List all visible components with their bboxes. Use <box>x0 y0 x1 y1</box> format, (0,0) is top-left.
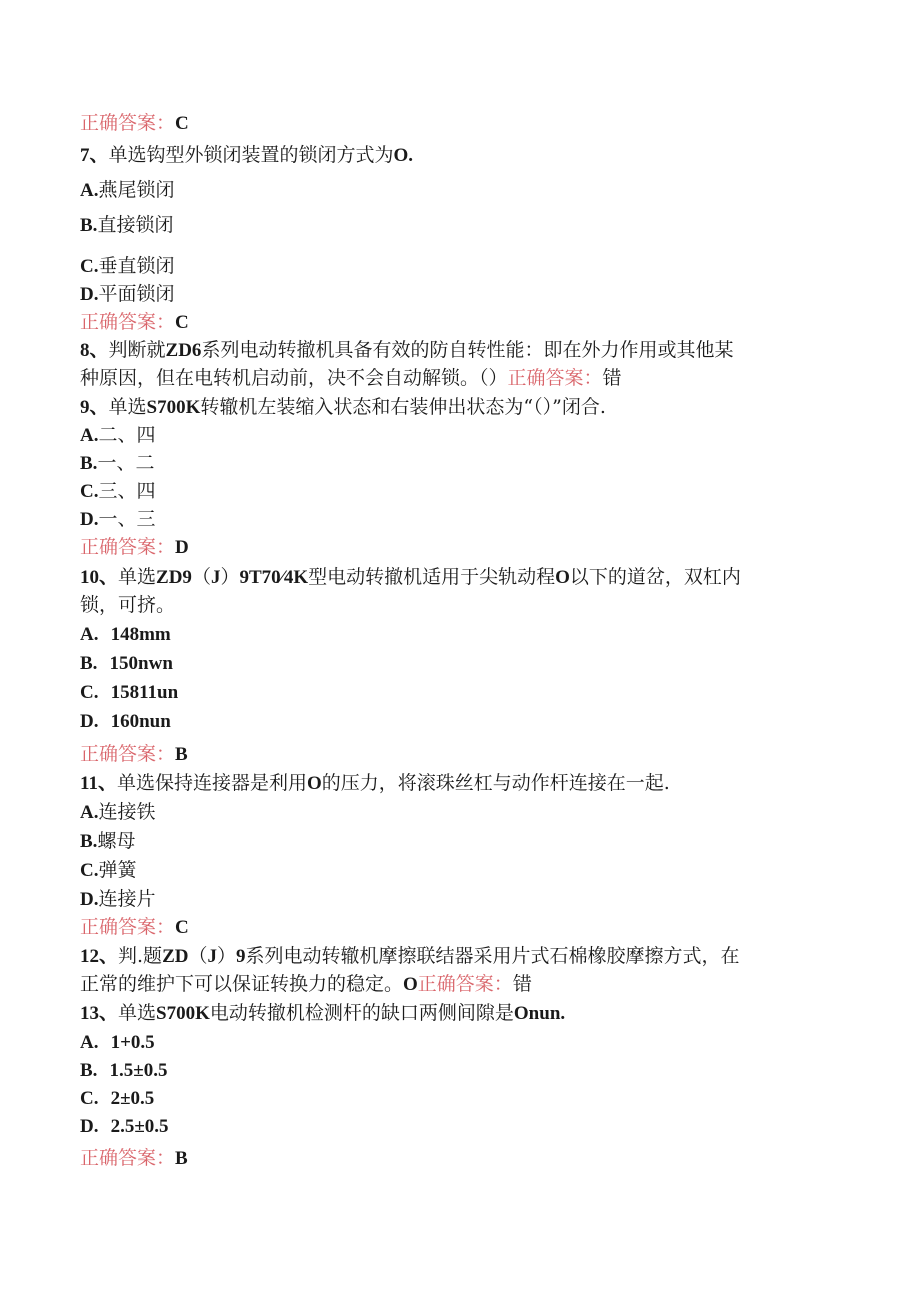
question-text-bold: J <box>207 946 217 967</box>
question-text-bold: O <box>555 567 570 588</box>
question-blank: O. <box>393 145 414 166</box>
question-number: 10、 <box>80 567 119 588</box>
question-text: （ <box>191 566 211 588</box>
answer-value: C <box>175 312 189 333</box>
option-text: 平面锁闭 <box>98 283 175 305</box>
question-text: ） <box>216 945 236 967</box>
question-text: 单选 <box>118 1002 157 1024</box>
option-b <box>80 1058 167 1083</box>
answer-line-q6 <box>80 111 189 136</box>
question-7 <box>80 143 413 168</box>
question-text-bold: S700K <box>146 397 201 418</box>
answer-value: B <box>175 1148 188 1169</box>
option-text: 直接锁闭 <box>97 214 174 236</box>
question-text: 转辙机左装缩入状态和右装伸出状态为“（）”闭合. <box>200 396 606 418</box>
answer-label: 正确答案： <box>80 743 176 765</box>
answer-label: 正确答案： <box>80 1147 176 1169</box>
question-12 <box>80 944 740 969</box>
question-13 <box>80 1001 565 1026</box>
option-text: 弹簧 <box>98 859 137 881</box>
option-a <box>80 178 175 203</box>
answer-label: 正确答案： <box>80 916 176 938</box>
option-text: 1+0.5 <box>110 1032 155 1053</box>
answer-value: 错 <box>602 367 622 389</box>
option-letter: B. <box>80 215 98 236</box>
option-letter: D. <box>80 509 99 530</box>
question-text-bold: 9 <box>236 946 246 967</box>
option-b <box>80 829 135 854</box>
option-a <box>80 423 156 448</box>
answer-label: 正确答案： <box>417 973 513 995</box>
option-letter: B. <box>80 653 98 674</box>
option-letter: A. <box>80 425 99 446</box>
question-text-bold: O <box>403 974 418 995</box>
option-letter: B. <box>80 453 98 474</box>
question-8-cont <box>80 366 622 390</box>
answer-line-q13 <box>80 1146 188 1171</box>
question-text-bold: ZD6 <box>165 340 202 361</box>
option-letter: D. <box>80 889 99 910</box>
option-text: 2.5±0.5 <box>110 1116 169 1137</box>
question-text: 判.题 <box>118 945 163 967</box>
option-letter: C. <box>80 1088 99 1109</box>
question-text: 系列电动转辙机摩擦联结器采用片式石棉橡胶摩擦方式，在 <box>245 945 740 967</box>
question-text: 锁，可挤。 <box>80 594 176 616</box>
option-d <box>80 887 156 912</box>
option-c <box>80 479 156 504</box>
question-text-bold: 9T70⁄4K <box>239 567 309 588</box>
answer-line-q9 <box>80 535 189 560</box>
option-b <box>80 651 173 676</box>
option-text: 连接铁 <box>98 801 156 823</box>
question-number: 8、 <box>80 340 109 361</box>
option-d <box>80 507 156 532</box>
answer-line-q7 <box>80 310 189 335</box>
option-text: 三、四 <box>98 480 156 502</box>
option-d <box>80 282 175 307</box>
answer-line-q11 <box>80 915 189 940</box>
option-letter: A. <box>80 802 99 823</box>
question-10 <box>80 565 741 590</box>
option-letter: A. <box>80 180 99 201</box>
question-text: 型电动转撤机适用于尖轨动程 <box>308 566 556 588</box>
question-8 <box>80 338 733 363</box>
question-text: 判断就 <box>108 339 166 361</box>
answer-value: 错 <box>512 973 532 995</box>
option-letter: D. <box>80 284 99 305</box>
option-d <box>80 1114 169 1139</box>
question-text: 系列电动转撤机具备有效的防自转性能：即在外力作用或其他某 <box>201 339 734 361</box>
question-number: 12、 <box>80 946 119 967</box>
option-c <box>80 254 175 279</box>
question-10-cont <box>80 593 175 617</box>
option-text: 15811un <box>110 682 179 703</box>
option-a <box>80 1030 155 1055</box>
question-text: 单选 <box>118 566 157 588</box>
question-text: ） <box>220 566 240 588</box>
question-number: 7、 <box>80 145 109 166</box>
question-text-bold: ZD <box>162 946 189 967</box>
question-text-bold: J <box>210 567 221 588</box>
answer-label: 正确答案： <box>80 536 176 558</box>
option-text: 二、四 <box>98 424 156 446</box>
option-text: 148mm <box>110 624 171 645</box>
question-text-bold: S700K <box>156 1003 210 1024</box>
question-text: 的压力，将滚珠丝杠与动作杆连接在一起. <box>321 772 670 794</box>
option-text: 1.5±0.5 <box>109 1060 168 1081</box>
answer-value: B <box>175 744 188 765</box>
option-text: 一、二 <box>97 452 155 474</box>
question-text-bold: ZD9 <box>156 567 192 588</box>
option-c <box>80 1086 154 1111</box>
question-number: 13、 <box>80 1003 119 1024</box>
option-text: 螺母 <box>97 830 136 852</box>
option-d <box>80 709 171 734</box>
option-c <box>80 858 137 883</box>
option-text: 燕尾锁闭 <box>98 179 175 201</box>
question-text: 种原因，但在电转机启动前，决不会自动解锁。（） <box>80 367 508 389</box>
question-11 <box>80 771 670 796</box>
question-text: （ <box>188 945 208 967</box>
option-text: 160nun <box>110 711 171 732</box>
answer-value: C <box>175 113 189 134</box>
option-text: 2±0.5 <box>110 1088 155 1109</box>
answer-line-q10 <box>80 742 188 767</box>
answer-label: 正确答案： <box>80 311 176 333</box>
question-text-bold: O <box>306 773 322 794</box>
option-letter: A. <box>80 1032 99 1053</box>
question-text: 电动转撤机检测杆的缺口两侧间隙是 <box>209 1002 514 1024</box>
option-letter: C. <box>80 682 99 703</box>
option-letter: D. <box>80 1116 99 1137</box>
option-b <box>80 213 173 238</box>
question-text: 单选 <box>108 396 147 418</box>
option-letter: A. <box>80 624 99 645</box>
question-text-bold: Onun. <box>513 1003 566 1024</box>
option-text: 150nwn <box>109 653 173 674</box>
option-letter: B. <box>80 831 98 852</box>
answer-value: D <box>175 537 189 558</box>
answer-label: 正确答案： <box>507 367 603 389</box>
option-letter: B. <box>80 1060 98 1081</box>
question-text: 单选保持连接器是利用 <box>116 772 307 794</box>
option-text: 垂直锁闭 <box>98 255 175 277</box>
option-c <box>80 680 178 705</box>
option-text: 连接片 <box>98 888 156 910</box>
option-letter: C. <box>80 481 99 502</box>
option-b <box>80 451 154 476</box>
option-letter: D. <box>80 711 99 732</box>
option-text: 一、三 <box>98 508 156 530</box>
question-number: 11、 <box>80 773 117 794</box>
answer-label: 正确答案： <box>80 112 176 134</box>
option-letter: C. <box>80 860 99 881</box>
question-text: 以下的道岔，双杠内 <box>569 566 741 588</box>
answer-value: C <box>175 917 189 938</box>
question-number: 9、 <box>80 397 109 418</box>
question-9 <box>80 395 606 420</box>
option-a <box>80 800 156 825</box>
option-a <box>80 622 171 647</box>
question-text: 正常的维护下可以保证转换力的稳定。 <box>80 973 404 995</box>
question-text: 单选钩型外锁闭装置的锁闭方式为 <box>108 144 394 166</box>
option-letter: C. <box>80 256 99 277</box>
question-12-cont <box>80 972 532 997</box>
